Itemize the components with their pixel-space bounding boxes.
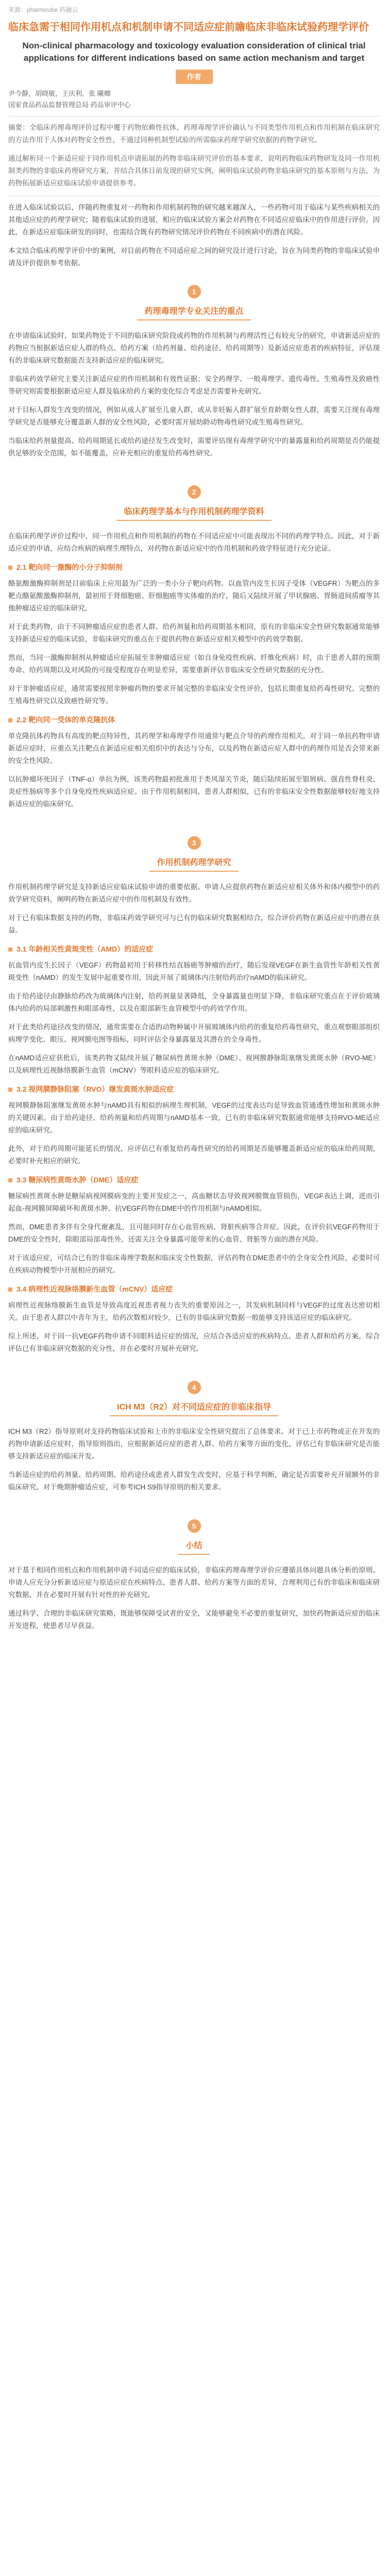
body-paragraph: 对于非肿瘤适应症，通常需要按照非肿瘤药物的要求开展完整的非临床安全性评价，包括长期重复给药毒性研究、完整的生殖毒性研究以及致癌性研究等。 xyxy=(8,685,380,705)
subsection-heading xyxy=(8,715,380,725)
body-paragraph: 综上所述，对于同一抗VEGF药物申请不同眼科适应症的情况，应结合各适应症的疾病特点、患者人群和给药方案，综合评估已有非临床研究数据的充分性，并在必要时开展补充研究。 xyxy=(8,1332,380,1352)
body-paragraph: 单克隆抗体药物具有高度的靶点特异性，其药理学和毒理学作用通常与靶点介导的药理作用相关。对于同一单抗药物申请新适应症时，应重点关注靶点在新适应症相关组织中的表达与分布，以及药物在新适应症人群中的药理作用是否会带来新的安全性风险。 xyxy=(8,732,380,765)
body-paragraph: 作用机制药理学研究是支持新适应症临床试验申请的重要依据。申请人应提供药物在新适应症相关体外和体内模型中的药效学研究资料，阐明药物在新适应症中的作用机制及有效性。 xyxy=(8,883,380,903)
author-tag: 作者 xyxy=(176,70,213,84)
section-title-row xyxy=(0,1536,388,1555)
subsection-heading-text: 2.2 靶向同一受体的单克隆抗体 xyxy=(16,716,115,724)
body-paragraph: 当新适应症的给药剂量、给药周期、给药途径或患者人群发生改变时，应基于科学判断，确定是否需要补充开展额外的非临床研究。对于晚期肿瘤适应症，可参考ICH S9指导原则的相关要求。 xyxy=(8,1471,380,1491)
author-list: 尹今静，胡晓敏，王庆利，张 曦卿 xyxy=(8,90,111,97)
body-paragraph: 然而，DME患者多伴有全身代谢紊乱，且可能同时存在心血管疾病、肾脏疾病等合并症。因此，在评价抗VEGF药物用于DME的安全性时，除眼部局部毒性外，还需关注全身暴露可能带来的心血管、肾脏等方面的潜在风险。 xyxy=(8,1223,380,1243)
source-line: 来源：pharmcube 药融云 xyxy=(8,6,78,13)
subsection-heading xyxy=(8,562,380,572)
abstract-paragraph: 摘要：全临床药理毒理评价过程中覆于药物依赖性抗体，药理毒理学评价确认与不同类型作用机点和作用机制在临床研究的方法作用于人体对药物安全性性，不通过同种机制型试验的所需临床药理学研究依据的药物学研究。 xyxy=(8,124,380,144)
body-paragraph: 通过科学、合理的非临床研究策略，既能够保障受试者的安全，又能够避免不必要的重复研究，加快药物新适应症的临床开发进程，使患者尽早获益。 xyxy=(8,1609,380,1630)
body-paragraph: 酪氨酸激酶抑制剂是目前临床上应用最为广泛的一类小分子靶向药物。以血管内皮生长因子受体（VEGFR）为靶点的多靶点酪氨酸激酶抑制剂，最初用于肾细胞癌、肝细胞癌等实体瘤的治疗，随后又陆续开展了甲状腺癌、胃肠道间质瘤等其他肿瘤适应症的临床研究。 xyxy=(8,580,380,612)
abstract-paragraph: 通过解析同一个新适应症于同作用机点申请拓展的药物非临床研究评价的基本要求，说明药物临床药物研发及同一作用机制类药物的非临床药理研究方案，并结合具体目前发现的研究实例，阐明临床试验药物非临床研究的基本原则与方法，为药物拓展新适应症临床试验申请提供参考。 xyxy=(8,155,380,187)
section-title-row xyxy=(0,301,388,320)
section-number: 1 xyxy=(188,285,201,298)
section-title: 临床药理学基本与作用机制药理学资料 xyxy=(116,502,271,521)
subsection-heading-text: 3.4 病理性近视脉络膜新生血管（mCNV）适应症 xyxy=(16,1285,173,1293)
article-title-en: Non-clinical pharmacology and toxicology evaluation consideration of clinical trial applications for different indications based on same action mechanism and target xyxy=(22,41,366,63)
body-paragraph: 以抗肿瘤坏死因子（TNF-α）单抗为例，该类药物最初批准用于类风湿关节炎，随后陆续拓展至银屑病、强直性脊柱炎、炎症性肠病等多个自身免疫性疾病适应症。由于作用机制相同、患者人群相似，已有的非临床安全性数据能够较好地支持新适应症的临床研究。 xyxy=(8,775,380,808)
section-spacer xyxy=(0,466,388,470)
section-spacer xyxy=(0,1361,388,1365)
body-paragraph: 当临床给药剂量提高、给药周期延长或给药途径发生改变时，需要评估现有毒理学研究中的暴露量和给药周期是否仍能提供足够的安全范围，如不能覆盖，应补充相应的重复给药毒性研究。 xyxy=(8,437,380,457)
section-marker xyxy=(0,1381,388,1394)
section-number: 3 xyxy=(188,836,201,850)
subsection-heading xyxy=(8,944,380,954)
body-paragraph: 对于已有临床数据支持的药物，非临床药效学研究可与已有的临床研究数据相结合，综合评价药物在新适应症中的潜在获益。 xyxy=(8,914,380,934)
intro-paragraph: 在进入临床试验以后，伴随药物重复对一药物和作用机制药物的研究越来越深入，一些药物可用于临床与某些疾病相关的其他适应症的药理学研究；随着临床试验的进展，相应的临床试验方案会对药物在不同适应症临床中的作用进行评价。因此，在新适应症临床研发的同时，也需结合既有药物研究情况评价药物在不同疾病中的潜在风险。 xyxy=(8,204,380,236)
subsection-heading-text: 3.3 糖尿病性黄斑水肿（DME）适应症 xyxy=(16,1176,139,1184)
body-paragraph: 对于此类药物，由于不同肿瘤适应症的患者人群、给药剂量和给药周期基本相同，原有的非临床安全性研究数据通常能够支持新适应症的临床试验，非临床研究的重点在于提供药物在新适应症相关模型中的药效学数据。 xyxy=(8,623,380,643)
body-paragraph: ICH M3（R2）指导原则对支持药物临床试验和上市的非临床安全性研究提出了总体要求。对于已上市药物或正在开发的药物申请新适应症时，指导原则指出，应根据新适应症的患者人群、给药方案等方面的变化，评估已有非临床研究是否能够支持新适应症的临床开发。 xyxy=(8,1428,380,1460)
body-paragraph: 在申请临床试验时，如果药物处于不同的临床研究阶段或药物的作用机制与药理活性已有较充分的研究，申请新适应症的药物应当根据新适应症人群的特点、给药方案（给药剂量、给药途径、给药周期等）及新适应症患者的疾病特征，评估现有的非临床研究数据能否支持新适应症的临床研究。 xyxy=(8,332,380,364)
square-bullet-icon xyxy=(8,1088,12,1092)
subsection-heading-text: 2.1 靶向同一激酶的小分子抑制剂 xyxy=(16,563,123,571)
square-bullet-icon xyxy=(8,1287,12,1292)
section-title-row xyxy=(0,1397,388,1416)
subsection-heading xyxy=(8,1084,380,1094)
body-paragraph: 对于此类给药途径改变的情况，通常需要在合适的动物种属中开展玻璃体内给药的重复给药毒性研究，重点观察眼部组织病理学变化、眼压、视网膜电图等指标，同时评估全身暴露量及其潜在的全身毒性。 xyxy=(8,1023,380,1043)
body-paragraph: 视网膜静脉阻塞继发黄斑水肿与nAMD具有相似的病理生理机制，VEGF的过度表达均是导致血管通透性增加和黄斑水肿的关键因素。由于给药途径、给药剂量和给药周期与nAMD基本一致，已有的非临床研究数据通常能够支持RVO-ME适应症的临床研究。 xyxy=(8,1101,380,1134)
square-bullet-icon xyxy=(8,1178,12,1182)
body-paragraph: 在临床药理学评价过程中，同一作用机点和作用机制的药物在不同适应症中可能表现出不同的药理学特点。因此，对于新适应症的申请，应结合疾病的病理生理特点，对药物在新适应症中的作用机制和药效学特征进行充分论证。 xyxy=(8,532,380,552)
section-spacer xyxy=(0,1638,388,1642)
subsection-heading-text: 3.1 年龄相关性黄斑变性（AMD）的适应症 xyxy=(16,945,154,953)
body-paragraph: 对于基于相同作用机点和作用机制申请不同适应症的临床试验，非临床药理毒理学评价应遵循具体问题具体分析的原则。申请人应充分分析新适应症与原适应症在疾病特点、患者人群、给药方案等方面的差异，合理利用已有的非临床和临床研究数据，并在必要时开展有针对性的补充研究。 xyxy=(8,1566,380,1599)
body-paragraph: 然而，当同一激酶抑制剂从肿瘤适应症拓展至非肿瘤适应症（如自身免疫性疾病、纤维化疾病）时，由于患者人群的预期寿命、给药周期以及对风险的可接受程度存在明显差异，需要重新评估非临床安全性研究数据的充分性。 xyxy=(8,654,380,674)
body-paragraph: 病理性近视脉络膜新生血管是导致高度近视患者视力丧失的重要原因之一，其发病机制同样与VEGF的过度表达密切相关。由于患者人群以中青年为主，给药次数相对较少，已有的非临床研究数据一般能够支持该适应症的临床研究。 xyxy=(8,1301,380,1321)
subsection-heading xyxy=(8,1284,380,1294)
affiliation: 国家食品药品监督管理总局 药品审评中心 xyxy=(8,101,131,109)
article-title-cn: 临床急需于相同作用机点和机制申请不同适应症前瞻临床非临床试验药理学评价 xyxy=(8,22,369,33)
body-paragraph: 对于目标人群发生改变的情况，例如从成人扩展至儿童人群，或从非妊娠人群扩展至育龄期女性人群，需要关注现有毒理学研究是否能够充分覆盖新人群的安全性风险，必要时需开展幼龄动物毒性研究或生殖毒性研究。 xyxy=(8,406,380,426)
section-spacer xyxy=(0,817,388,821)
subsection-heading-text: 3.2 视网膜静脉阻塞（RVO）继发黄斑水肿适应症 xyxy=(16,1085,174,1093)
body-paragraph: 在nAMD适应症获批后，该类药物又陆续开展了糖尿病性黄斑水肿（DME）、视网膜静脉阻塞继发黄斑水肿（RVO-ME）以及病理性近视脉络膜新生血管（mCNV）等眼科适应症的临床研究。 xyxy=(8,1054,380,1074)
section-title: 小结 xyxy=(178,1536,209,1555)
subsection-heading xyxy=(8,1175,380,1185)
square-bullet-icon xyxy=(8,947,12,952)
body-paragraph: 抗血管内皮生长因子（VEGF）药物最初用于转移性结直肠癌等肿瘤的治疗，随后发现VEGF在新生血管性年龄相关性黄斑变性（nAMD）的发生发展中起重要作用，因此开展了玻璃体内注射给药治疗nAMD的临床研究。 xyxy=(8,961,380,981)
section-title: ICH M3（R2）对不同适应症的非临床指导 xyxy=(110,1397,278,1416)
section-marker xyxy=(0,836,388,850)
body-paragraph: 此外，对于给药周期可能延长的情况，应评估已有重复给药毒性研究的给药周期是否能够覆盖新适应症的临床给药周期，必要时补充相应的研究。 xyxy=(8,1145,380,1165)
section-title-row xyxy=(0,853,388,872)
section-title-row xyxy=(0,502,388,521)
section-title: 作用机制药理学研究 xyxy=(149,853,238,872)
section-marker xyxy=(0,285,388,298)
section-title: 药理毒理学专业关注的重点 xyxy=(137,301,250,320)
section-marker xyxy=(0,485,388,499)
body-paragraph: 糖尿病性黄斑水肿是糖尿病视网膜病变的主要并发症之一，高血糖状态导致视网膜微血管损伤，VEGF表达上调，进而引起血-视网膜屏障破坏和黄斑水肿。抗VEGF药物在DME中的作用机制与nAMD相似。 xyxy=(8,1192,380,1212)
square-bullet-icon xyxy=(8,718,12,722)
section-spacer xyxy=(0,1500,388,1504)
section-marker xyxy=(0,1519,388,1533)
section-number: 5 xyxy=(188,1519,201,1533)
body-paragraph: 由于给药途径由静脉给药改为玻璃体内注射，给药剂量显著降低，全身暴露量也明显下降，非临床研究重点在于评价玻璃体内给药的局部刺激性和眼部毒性，以及在眼部新生血管模型中的药效学作用。 xyxy=(8,992,380,1012)
body-paragraph: 非临床药效学研究主要关注新适应症的作用机制和有效性证据；安全药理学、一般毒理学、遗传毒性、生殖毒性及致癌性等研究则需要根据新适应症人群及临床给药方案的变化综合考虑是否需要补充研究。 xyxy=(8,375,380,395)
section-number: 2 xyxy=(188,485,201,499)
square-bullet-icon xyxy=(8,566,12,570)
section-number: 4 xyxy=(188,1381,201,1394)
body-paragraph: 对于该适应症，可结合已有的非临床毒理学数据和临床安全性数据，评估药物在DME患者中的全身安全性风险，必要时可在疾病动物模型中开展相应的研究。 xyxy=(8,1254,380,1274)
intro-paragraph: 本文结合临床药理学评价中的案例，对目前药物在不同适应症之间的研究设计进行讨论，旨在为同类药物的非临床试验申请及评价提供参考依据。 xyxy=(8,247,380,267)
sections-container xyxy=(0,285,388,1642)
author-tag-row xyxy=(0,70,388,84)
